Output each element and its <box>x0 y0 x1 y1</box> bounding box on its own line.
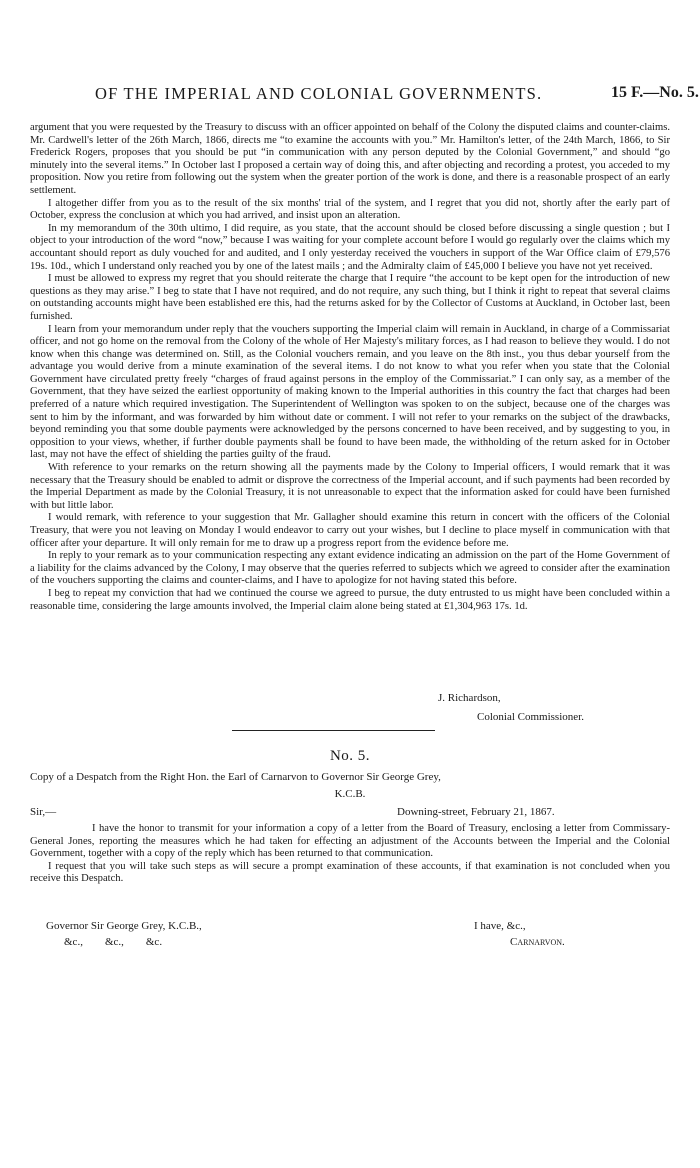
salutation: Sir,— <box>30 806 57 818</box>
paragraph: In my memorandum of the 30th ultimo, I did require, as you state, that the account should be closed before discussing a single question ; but I object to your introduction of the word “now,” because I was waiting for your complete account before I would go regularly over the claims which my accountant should report as duly vouched for and audited, and I only yesterday received the vouchers in support of the War Office claim of £79,576 19s. 10d., which I understand only reached you by one of the latest mails ; and the Admiralty claim of £45,000 I believe you have not yet received. <box>30 222 670 272</box>
signer: Carnarvon. <box>510 936 565 948</box>
signature-title: Colonial Commissioner. <box>477 711 584 723</box>
paragraph: I request that you will take such steps as will secure a prompt examination of these accounts, if that examination is not concluded when you receive this Despatch. <box>30 860 670 885</box>
section-number: No. 5. <box>329 748 371 764</box>
signature-name: J. Richardson, <box>438 692 501 704</box>
paragraph: I must be allowed to express my regret that you should reiterate the charge that I require “the account to be kept open for the introduction of new questions as they may arise.” I beg to state that I have not required, and do not require, any such thing, but I think it right to repeat that several claims on outstanding accounts might have been established ere this, had the returns asked for by the Collector of Customs at Auckland, in October last, been furnished. <box>30 273 670 322</box>
page-header <box>0 84 700 108</box>
paragraph: In reply to your remark as to your communication respecting any extant evidence indicating an admission on the part of the Home Government of a liability for the claims advanced by the Colony, I may observe that the queries referred to subjects which we agreed to consider after the examination of the vouchers supporting the claims and counter-claims, and I have to apologize for not having stated this before. <box>30 550 670 587</box>
despatch-heading-continued: K.C.B. <box>334 788 366 800</box>
dateline: Downing-street, February 21, 1867. <box>397 806 555 818</box>
addressee-etc: &c., &c., &c. <box>64 936 163 948</box>
paragraph: I learn from your memorandum under reply that the vouchers supporting the Imperial claim will remain in Auckland, in charge of a Commissariat officer, and not go home on the removal from the Colony of the whole of Her Majesty's military forces, as I had reason to believe they would. I do not know when this change was determined on. Still, as the Colonial vouchers remain, and you leave on the 8th inst., you thus debar yourself from the advantage you would derive from a minute examination of the several items. I do not know to what you refer when you state that the Colonial Government have circulated pretty freely “charges of fraud against persons in the employ of the Commissariat.” I can only say, as a member of the Government, that they have seized the earliest opportunity of making known to the Imperial authorities in this country the fact that charges had been preferred of a nature which required investigation. The Superintendent of Wellington was spoken to on the subject, because one of the charges was sent to him by the informant, and was forwarded by him without date or comment. I will not refer to your remarks on the subject of the drawbacks, beyond reminding you that some double payments were acknowledged by the persons concerned to have been received, and by suggesting to you, in opposition to your views, whether, if further double payments shall be found to have been made, the withholding of the return asked for in October last, may not have the effect of shielding the parties guilty of the fraud. <box>30 323 670 461</box>
paragraph: argument that you were requested by the Treasury to discuss with an officer appointed on behalf of the Colony the disputed claims and counter-claims. Mr. Cardwell's letter of the 26th March, 1866, directs me “to examine the accounts with you.” Mr. Hamilton's letter, of the 24th March, 1866, to Sir Frederick Rogers, proposes that you should be put “in communication with any person deputed by the Colonial Government,” and should “go minutely into the several items.” In October last I proposed a certain way of doing this, and after objecting and recording a protest, you acceded to my proposition. Now you retire from following out the system when the greater portion of the work is done, and there is a reasonable prospect of an early settlement. <box>30 122 670 196</box>
valediction: I have, &c., <box>474 920 526 932</box>
addressee: Governor Sir George Grey, K.C.B., <box>46 920 202 932</box>
despatch-heading: Copy of a Despatch from the Right Hon. the Earl of Carnarvon to Governor Sir George Grey, <box>30 771 441 783</box>
page-number: 15 F.—No. 5. <box>611 84 699 101</box>
paragraph: With reference to your remarks on the return showing all the payments made by the Colony to Imperial officers, I would remark that it was necessary that the Treasury should be enabled to admit or disprove the correctness of the Imperial account, and if such payments had been recorded by the Imperial Department as made by the Colonial Treasury, it is not unreasonable to expect that the information asked for could have been furnished with but little labor. <box>30 462 670 511</box>
paragraph: I altogether differ from you as to the result of the six months' trial of the system, and I regret that you did not, shortly after the early part of October, express the conclusion at which you had arrived, and insist upon an alteration. <box>30 197 670 222</box>
running-title: OF THE IMPERIAL AND COLONIAL GOVERNMENTS. <box>95 84 543 103</box>
paragraph: I beg to repeat my conviction that had we continued the course we agreed to pursue, the duty entrusted to us might have been concluded within a reasonable time, considering the large amounts involved, the Imperial claim alone being stated at £1,304,963 17s. 1d. <box>30 587 670 612</box>
paragraph: I would remark, with reference to your suggestion that Mr. Gallagher should examine this return in concert with the officers of the Colonial Treasury, that were you not leaving on Monday I would endeavor to carry out your wishes, but I decline to place myself in communication with that officer after your departure. It will only remain for me to draw up a progress report from the evidence before me. <box>30 512 670 549</box>
paragraph: I have the honor to transmit for your information a copy of a letter from the Board of Treasury, enclosing a letter from Commissary-General Jones, reporting the measures which he had taken for effecting an adjustment of the Accounts between the Imperial and the Colonial Government, together with a copy of the reply which has been returned to that communication. <box>30 823 670 860</box>
memorandum-body <box>30 122 670 613</box>
section-divider <box>232 730 435 731</box>
despatch-body <box>30 823 670 886</box>
